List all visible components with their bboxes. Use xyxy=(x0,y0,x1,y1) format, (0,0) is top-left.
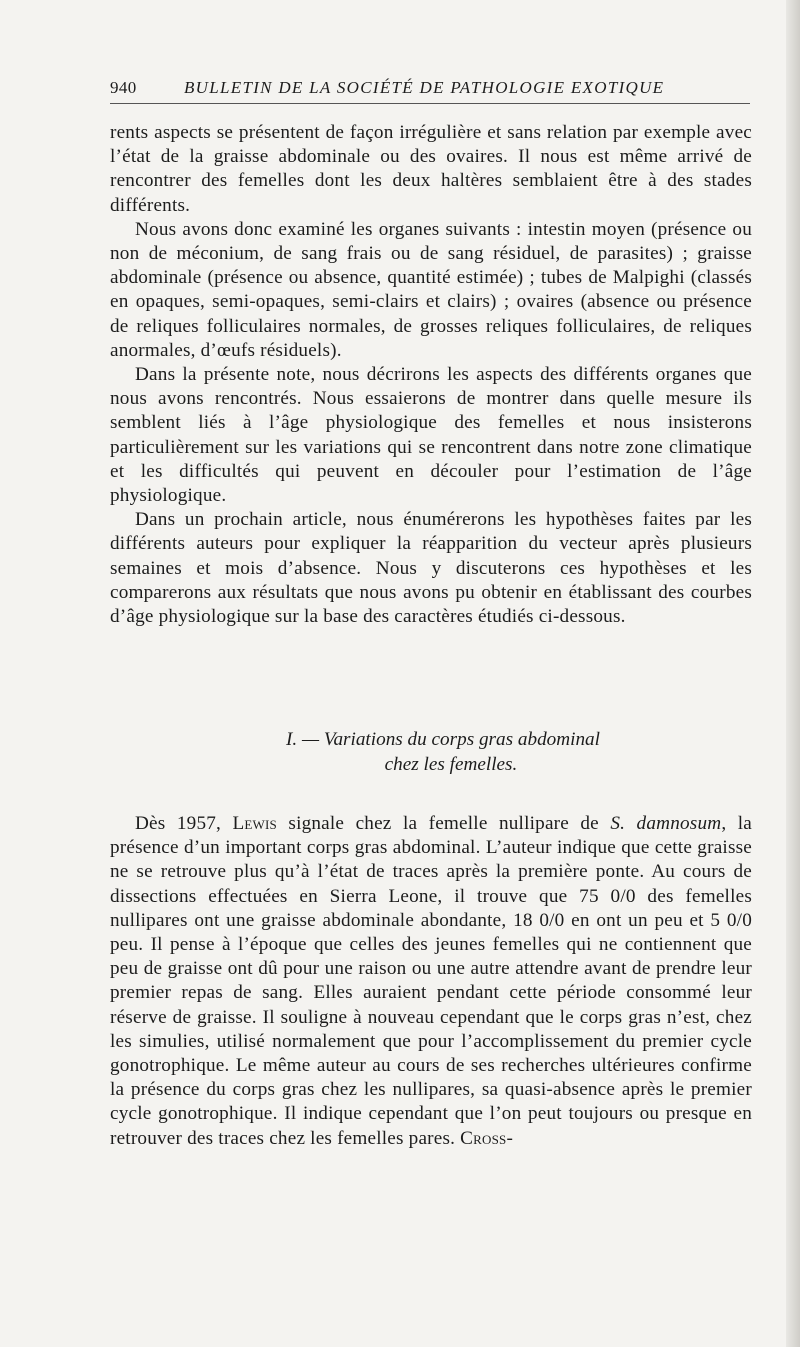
paragraph-lewis xyxy=(110,812,752,1151)
text-segment: , la présence d’un important corps gras abdominal. L’auteur indique que cette graisse ne se retrouve plus qu’à l’état de traces après la première ponte. Au cours de dissections effectuées en Sierra Leone, il trouve que 75 0/0 des femelles nullipares ont une graisse abdominale abondante, 18 0/0 en ont un peu et 5 0/0 peu. Il pense à l’époque que celles des jeunes femelles qui ne contiennent que peu de graisse ont dû pour une raison ou une autre attendre avant de prendre leur premier repas de sang. Elles auraient pendant cette période consommé leur réserve de graisse. Il souligne à nouveau cependant que le corps gras n’est, chez les simulies, utilisé normalement que pour l’accomplissement du premier cycle gonotrophique. Le même auteur au cours de ses recherches ultérieures confirme la présence du corps gras chez les nullipares, sa quasi-absence après le premier cycle gonotrophique. Il indique cependant que l’on peut toujours ou presque en retrouver des traces chez les femelles pares. xyxy=(110,813,752,1149)
species-name: S. damnosum xyxy=(610,813,722,834)
page-edge xyxy=(786,0,800,1347)
page-number: 940 xyxy=(110,78,137,97)
text-segment: signale chez la femelle nullipare de xyxy=(276,813,611,834)
paragraph-continued: rents aspects se présentent de façon irrégulière et sans relation par exemple avec l’état de la graisse abdominale ou des ovaires. Il nous est même arrivé de rencontrer des femelles dont les deux haltères semblaient être à des stades différents. xyxy=(110,122,752,216)
author-name: Cross- xyxy=(460,1127,514,1149)
running-title: BULLETIN DE LA SOCIÉTÉ DE PATHOLOGIE EXOTIQUE xyxy=(184,78,665,97)
section-heading-line2: chez les femelles. xyxy=(384,754,518,775)
section-heading xyxy=(110,727,752,777)
author-name: Lewis xyxy=(232,813,277,834)
text-segment: Dès 1957, xyxy=(135,813,233,834)
running-header xyxy=(110,78,750,102)
intro-text xyxy=(110,121,752,629)
header-rule xyxy=(110,103,750,104)
paragraph-next-article: Dans un prochain article, nous énumérerons les hypothèses faites par les différents auteurs pour expliquer la réapparition du vecteur après plusieurs semaines et mois d’absence. Nous y discuterons ces hypothèses et les comparerons aux résultats que nous avons pu obtenir en établissant des courbes d’âge physiologique sur la base des caractères étudiés ci-dessous. xyxy=(110,509,752,628)
paragraph-present-note: Dans la présente note, nous décrirons les aspects des différents organes que nous avons rencontrés. Nous essaierons de montrer dans quelle mesure ils semblent liés à l’âge physiologique des femelles et nous insisterons particulièrement sur les variations qui se rencontrent dans notre zone climatique et les difficultés qui peuvent en découler pour l’estimation de l’âge physiologique. xyxy=(110,364,752,507)
section-heading-line1: I. — Variations du corps gras abdominal xyxy=(286,729,600,750)
paragraph-organs: Nous avons donc examiné les organes suivants : intestin moyen (présence ou non de méconium, de sang frais ou de sang résiduel, de parasites) ; graisse abdominale (présence ou absence, quantité estimée) ; tubes de Malpighi (classés en opaques, semi-opaques, semi-clairs et clairs) ; ovaires (absence ou présence de reliques folliculaires normales, de grosses reliques folliculaires, de reliques anormales, d’œufs résiduels). xyxy=(110,218,752,361)
section-text xyxy=(110,812,752,1151)
